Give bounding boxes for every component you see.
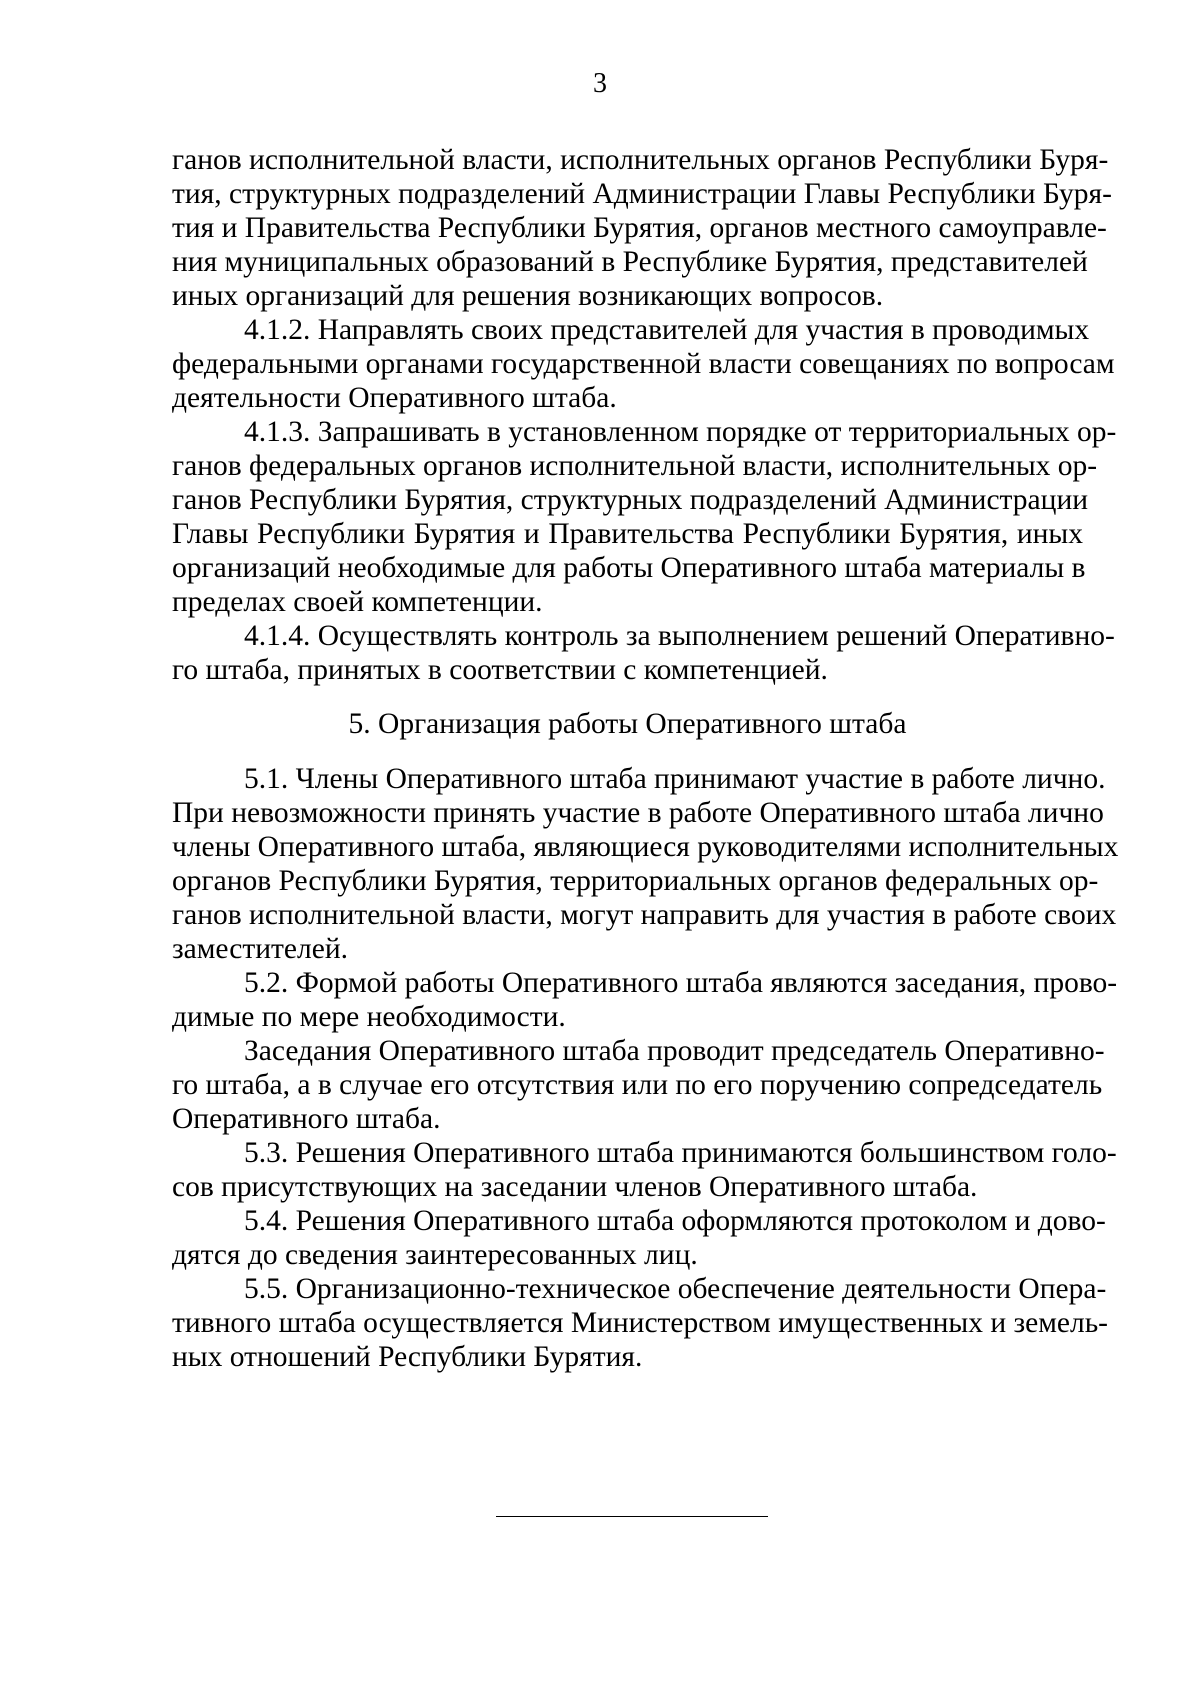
paragraph-4-1-2 bbox=[172, 313, 1115, 415]
paragraph-5-5 bbox=[172, 1272, 1108, 1374]
text-line: Оперативного штаба. bbox=[172, 1103, 441, 1135]
text-line: федеральными органами государственной власти совещаниях по вопросам bbox=[172, 348, 1115, 380]
text-line: ганов федеральных органов исполнительной власти, исполнительных ор- bbox=[172, 450, 1098, 482]
text-line: сов присутствующих на заседании членов Оперативного штаба. bbox=[172, 1171, 978, 1203]
text-line: пределах своей компетенции. bbox=[172, 586, 543, 618]
text-line: го штаба, а в случае его отсутствия или по его поручению сопредседатель bbox=[172, 1069, 1103, 1101]
text-line: 5.2. Формой работы Оперативного штаба являются заседания, прово- bbox=[244, 967, 1118, 999]
text-line: Заседания Оперативного штаба проводит председатель Оперативно- bbox=[244, 1035, 1105, 1067]
text-line: заместителей. bbox=[172, 933, 348, 965]
paragraph-4-1-4 bbox=[172, 619, 1115, 687]
text-line: 4.1.3. Запрашивать в установленном порядке от территориальных ор- bbox=[244, 416, 1117, 448]
text-line: 4.1.4. Осуществлять контроль за выполнением решений Оперативно- bbox=[244, 620, 1115, 652]
text-line: Главы Республики Бурятия и Правительства Республики Бурятия, иных bbox=[172, 518, 1083, 550]
text-line: организаций необходимые для работы Оперативного штаба материалы в bbox=[172, 552, 1086, 584]
text-line: ганов исполнительной власти, могут направить для участия в работе своих bbox=[172, 899, 1117, 931]
paragraph-4-1-1-continuation bbox=[172, 143, 1112, 313]
paragraph-5-2-meetings bbox=[172, 1034, 1105, 1136]
text-line: 5.5. Организационно-техническое обеспечение деятельности Опера- bbox=[244, 1273, 1107, 1305]
text-line: деятельности Оперативного штаба. bbox=[172, 382, 617, 414]
text-line: ганов Республики Бурятия, структурных подразделений Администрации bbox=[172, 484, 1089, 516]
text-line: дятся до сведения заинтересованных лиц. bbox=[172, 1239, 698, 1271]
text-line: При невозможности принять участие в работе Оперативного штаба лично bbox=[172, 797, 1104, 829]
text-line: тия, структурных подразделений Администрации Главы Республики Буря- bbox=[172, 178, 1112, 210]
paragraph-4-1-3 bbox=[172, 415, 1117, 619]
paragraph-5-1 bbox=[172, 762, 1119, 966]
text-line: димые по мере необходимости. bbox=[172, 1001, 566, 1033]
text-line: 5.1. Члены Оперативного штаба принимают участие в работе лично. bbox=[244, 763, 1106, 795]
text-line: тия и Правительства Республики Бурятия, органов местного самоуправле- bbox=[172, 212, 1107, 244]
text-line: тивного штаба осуществляется Министерством имущественных и земель- bbox=[172, 1307, 1108, 1339]
paragraph-5-2 bbox=[172, 966, 1118, 1034]
text-line: иных организаций для решения возникающих вопросов. bbox=[172, 280, 884, 312]
paragraph-5-4 bbox=[172, 1204, 1106, 1272]
page-number: 3 bbox=[593, 68, 607, 99]
text-line: 5.4. Решения Оперативного штаба оформляются протоколом и дово- bbox=[244, 1205, 1106, 1237]
section-heading: 5. Организация работы Оперативного штаба bbox=[348, 708, 907, 740]
text-line: ганов исполнительной власти, исполнительных органов Республики Буря- bbox=[172, 144, 1109, 176]
end-divider-line bbox=[496, 1516, 768, 1517]
document-body bbox=[172, 143, 1119, 1374]
text-line: ния муниципальных образований в Республике Бурятия, представителей bbox=[172, 246, 1088, 278]
text-line: 4.1.2. Направлять своих представителей для участия в проводимых bbox=[244, 314, 1090, 346]
text-line: ных отношений Республики Бурятия. bbox=[172, 1341, 643, 1373]
text-line: 5.3. Решения Оперативного штаба принимаются большинством голо- bbox=[244, 1137, 1117, 1169]
text-line: члены Оперативного штаба, являющиеся руководителями исполнительных bbox=[172, 831, 1119, 863]
text-line: го штаба, принятых в соответствии с компетенцией. bbox=[172, 654, 828, 686]
paragraph-5-3 bbox=[172, 1136, 1117, 1204]
text-line: органов Республики Бурятия, территориальных органов федеральных ор- bbox=[172, 865, 1099, 897]
